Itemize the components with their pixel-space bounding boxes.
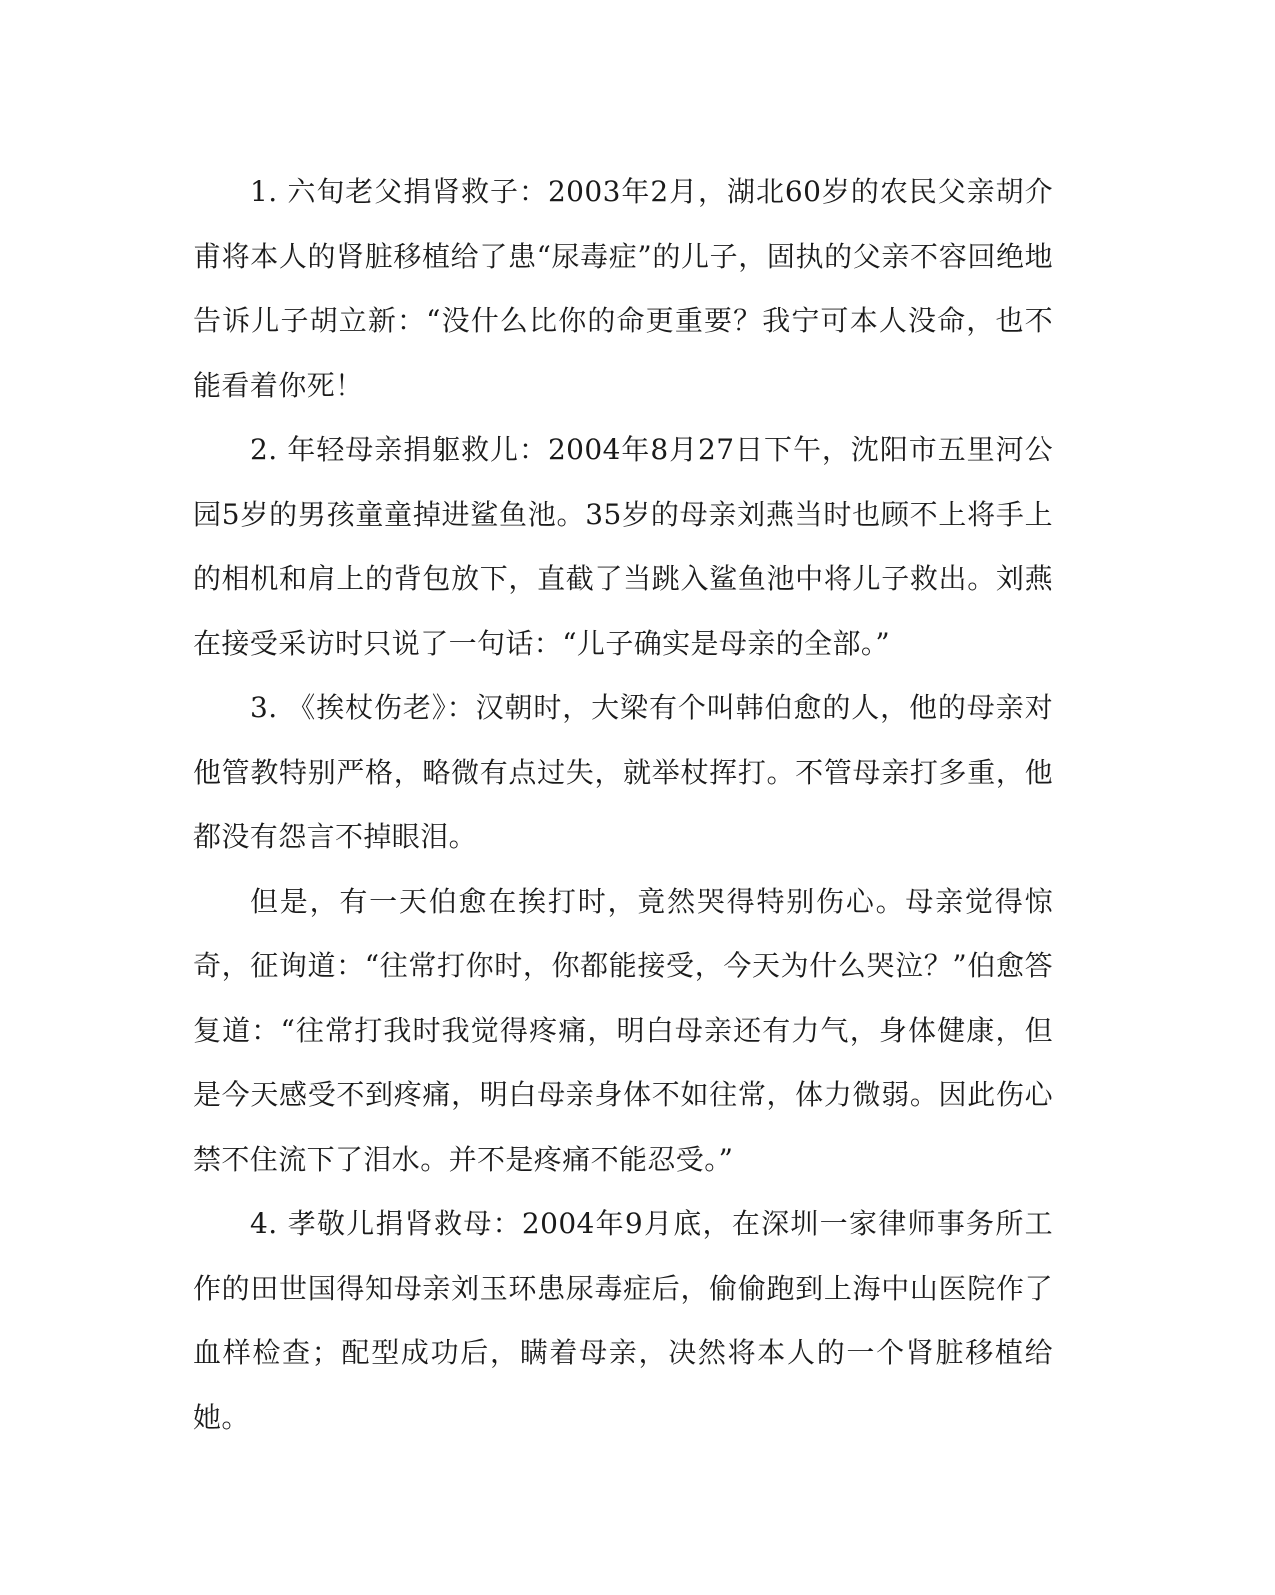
paragraph-1: 1. 六旬老父捐肾救子：2003年2月，湖北60岁的农民父亲胡介甫将本人的肾脏移植给了患“尿毒症”的儿子，固执的父亲不容回绝地告诉儿子胡立新：“没什么比你的命更重要？我宁可本人没命，也不能看着你死！ bbox=[193, 175, 1053, 402]
document-body bbox=[193, 160, 1053, 1450]
paragraph-3: 3. 《挨杖伤老》：汉朝时，大梁有个叫韩伯愈的人，他的母亲对他管教特别严格，略微有点过失，就举杖挥打。不管母亲打多重，他都没有怨言不掉眼泪。 bbox=[193, 691, 1053, 853]
paragraph-5: 4. 孝敬儿捐肾救母：2004年9月底，在深圳一家律师事务所工作的田世国得知母亲刘玉环患尿毒症后，偷偷跑到上海中山医院作了血样检查；配型成功后，瞒着母亲，决然将本人的一个肾脏移植给她。 bbox=[193, 1207, 1053, 1434]
paragraph-2: 2. 年轻母亲捐躯救儿：2004年8月27日下午，沈阳市五里河公园5岁的男孩童童掉进鲨鱼池。35岁的母亲刘燕当时也顾不上将手上的相机和肩上的背包放下，直截了当跳入鲨鱼池中将儿子救出。刘燕在接受采访时只说了一句话：“儿子确实是母亲的全部。” bbox=[193, 433, 1053, 660]
paragraph-4: 但是，有一天伯愈在挨打时，竟然哭得特别伤心。母亲觉得惊奇，征询道：“往常打你时，你都能接受，今天为什么哭泣？”伯愈答复道：“往常打我时我觉得疼痛，明白母亲还有力气，身体健康，但是今天感受不到疼痛，明白母亲身体不如往常，体力微弱。因此伤心禁不住流下了泪水。并不是疼痛不能忍受。” bbox=[193, 884, 1053, 1176]
